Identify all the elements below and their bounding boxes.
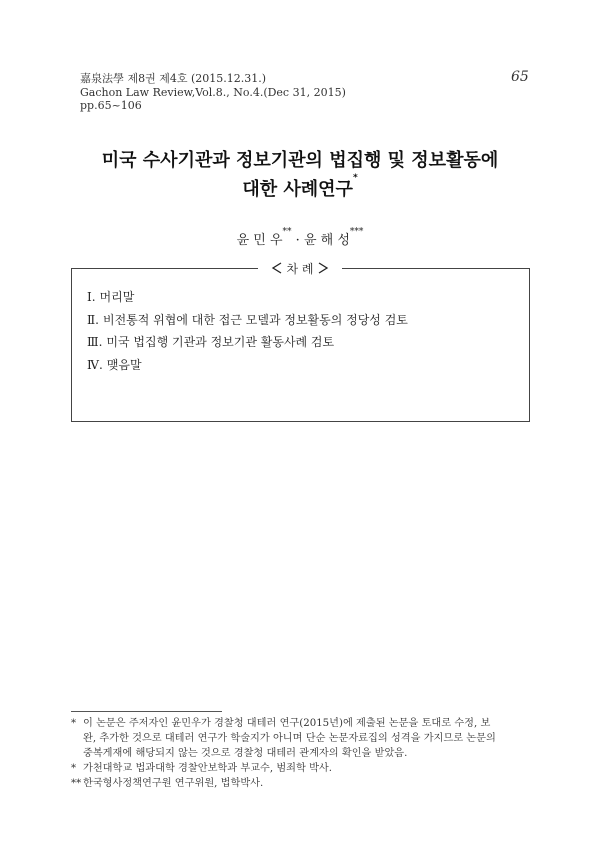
toc-item-number: Ⅱ. xyxy=(87,312,99,327)
authors xyxy=(0,229,600,248)
toc-item-number: Ⅲ. xyxy=(87,335,103,349)
paper-title-line2-text: 대한 사례연구 xyxy=(242,179,353,200)
footnote-1-line2: 완, 추가한 것으로 대테러 연구가 학술지가 아니며 단순 논문자료집의 성격을 가지므로 논문의 xyxy=(83,733,496,744)
footnote-divider xyxy=(71,711,222,712)
toc-item xyxy=(87,311,408,334)
toc-item-number: Ⅰ. xyxy=(87,290,96,304)
author-1-mark: ** xyxy=(282,227,292,237)
toc-right-bracket-icon xyxy=(317,262,329,274)
footnote-2-text: 가천대학교 법과대학 경찰안보학과 부교수, 범죄학 박사. xyxy=(83,763,333,774)
toc-item xyxy=(87,333,408,356)
footnote-1-mark: * xyxy=(71,718,77,729)
author-2-mark: *** xyxy=(349,227,364,237)
toc-item-text: 비전통적 위협에 대한 접근 모델과 정보활동의 정당성 검토 xyxy=(102,312,408,327)
footnote-2-mark: * xyxy=(71,763,77,774)
page-number: 65 xyxy=(511,69,529,85)
footnote-3-text: 한국형사정책연구원 연구위원, 법학박사. xyxy=(83,778,264,789)
toc-item xyxy=(87,288,408,311)
title-footnote-mark: * xyxy=(352,173,358,183)
toc-item-text: 머리말 xyxy=(99,290,135,304)
journal-info xyxy=(80,72,346,113)
toc-item-text: 맺음말 xyxy=(106,357,142,372)
toc-heading xyxy=(258,260,342,278)
footnotes xyxy=(71,716,529,791)
footnote-3 xyxy=(71,776,529,791)
footnote-3-mark: ** xyxy=(71,778,82,789)
footnote-2 xyxy=(71,761,529,776)
author-separator: · xyxy=(295,233,300,248)
author-2: 윤 해 성 xyxy=(303,233,350,248)
toc-item-number: Ⅳ. xyxy=(87,357,103,372)
paper-title-line1: 미국 수사기관과 정보기관의 법집행 및 정보활동에 xyxy=(101,150,499,171)
footnote-1 xyxy=(71,716,529,731)
journal-pages: pp.65~106 xyxy=(80,99,142,112)
toc-list xyxy=(87,288,408,378)
author-1: 윤 민 우 xyxy=(236,233,283,248)
paper-title-line2 xyxy=(0,175,600,201)
footnote-1-line1: 이 논문은 주저자인 윤민우가 경찰청 대테러 연구(2015년)에 제출된 논문을 토대로 수정, 보 xyxy=(83,718,491,729)
toc-item-text: 미국 법집행 기관과 정보기관 활동사례 검토 xyxy=(106,335,335,349)
journal-line-english: Gachon Law Review,Vol.8., No.4.(Dec 31, 2015) xyxy=(80,85,346,99)
toc-left-bracket-icon xyxy=(271,262,283,274)
toc-heading-text: 차 례 xyxy=(286,262,314,276)
toc-item xyxy=(87,356,408,379)
footnote-1-line3: 중복게재에 해당되지 않는 것으로 경찰청 대테러 관계자의 확인을 받았음. xyxy=(83,748,408,759)
journal-line-korean: 嘉泉法學 제8권 제4호 (2015.12.31.) xyxy=(80,72,267,85)
